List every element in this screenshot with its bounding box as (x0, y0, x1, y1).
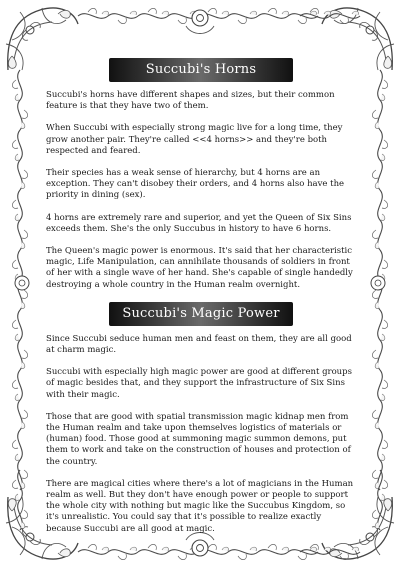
page-content (46, 56, 356, 546)
paragraph: Succubi with especially high magic power are good at different groups of magic besides that, and they support the infrastructure of Six Sins with their magic. (46, 367, 352, 400)
section-heading-magic-power: Succubi's Magic Power (109, 302, 293, 326)
paragraph: Those that are good with spatial transmission magic kidnap men from the Human realm and take upon themselves logistics of materials or (human) food. Those good at summoning magic summon demons, put them to work and take on the construction of houses and protection of the country. (46, 411, 351, 467)
paragraph: Since Succubi seduce human men and feast on them, they are all good at charm magic. (46, 333, 352, 356)
section-heading-horns: Succubi's Horns (109, 58, 293, 82)
paragraph: Succubi's horns have different shapes and sizes, but their common feature is that they have two of them. (46, 90, 335, 112)
section-body-horns (46, 90, 356, 291)
paragraph: Their species has a weak sense of hierarchy, but 4 horns are an exception. They can't disobey their orders, and 4 horns also have the priority in dining (sex). (46, 168, 345, 201)
paragraph: There are magical cities where there's a lot of magicians in the Human realm as well. But they don't have enough power or people to support the whole city with nothing but magic like the Succubus Kingdom, so it's unrealistic. You could say that it's possible to realize exactly because Succubi are all good at magic. (46, 478, 354, 534)
paragraph: The Queen's magic power is enormous. It's said that her characteristic magic, Life Manipulation, can annihilate thousands of soldiers in front of her with a single wave of her hand. She's capable of single handedly destroying a whole country in the Human realm overnight. (46, 246, 353, 290)
section-body-magic-power (46, 334, 356, 535)
paragraph: 4 horns are extremely rare and superior, and yet the Queen of Six Sins exceeds them. She's the only Succubus in history to have 6 horns. (46, 212, 352, 234)
paragraph: When Succubi with especially strong magic live for a long time, they grow another pair. They're called <<4 horns>> and they're both respected and feared. (46, 123, 343, 156)
